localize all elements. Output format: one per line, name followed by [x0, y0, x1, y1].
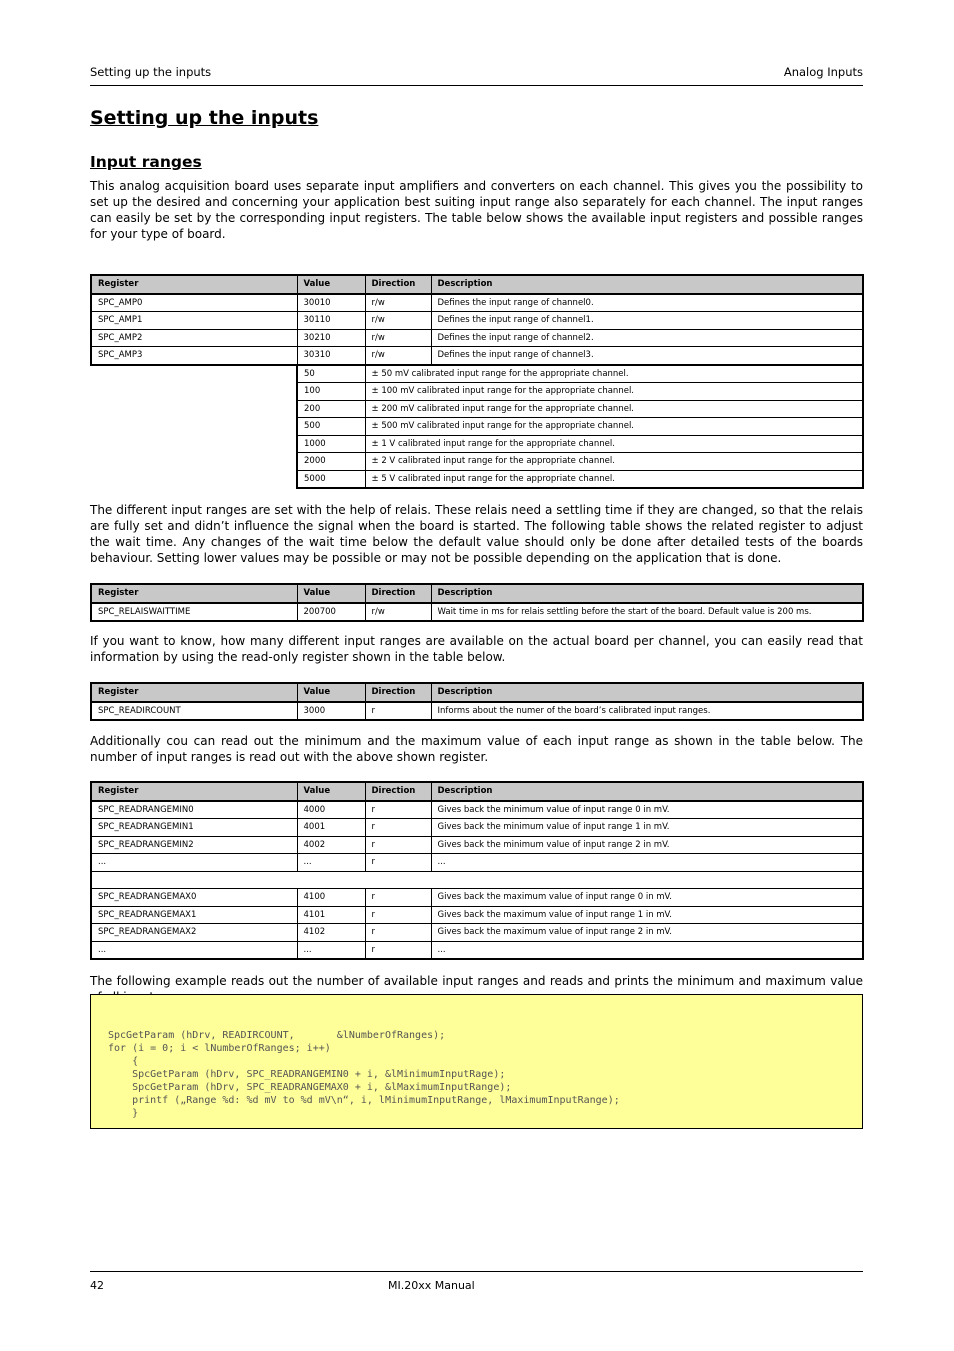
register-cell: ...: [91, 941, 297, 959]
range-row: [91, 400, 863, 418]
example-paragraph: The following example reads out the number of available input ranges and reads and prints the minimum and maximum value: [90, 974, 863, 988]
description-cell: Defines the input range of channel0.: [431, 294, 863, 312]
description-cell: Defines the input range of channel3.: [431, 347, 863, 365]
col-header-value: Value: [297, 584, 365, 603]
code-line: }: [108, 1108, 139, 1119]
table-row: [91, 347, 863, 365]
section-heading: Input ranges: [90, 153, 202, 171]
col-header-register: Register: [91, 275, 297, 294]
input-range-table: [90, 274, 864, 489]
col-header-description: Description: [431, 782, 863, 801]
table-row: [91, 329, 863, 347]
table-header-row: [91, 275, 863, 294]
blank-cell: [91, 383, 297, 401]
range-description-cell: ± 2 V calibrated input range for the appropriate channel.: [365, 453, 863, 471]
blank-cell: [91, 365, 297, 383]
range-description-cell: ± 1 V calibrated input range for the appropriate channel.: [365, 435, 863, 453]
blank-cell: [91, 435, 297, 453]
col-header-value: Value: [297, 782, 365, 801]
table-header-row: [91, 683, 863, 702]
direction-cell: r: [365, 941, 431, 959]
code-block: [108, 1029, 620, 1120]
col-header-register: Register: [91, 782, 297, 801]
value-cell: 4102: [297, 924, 365, 942]
description-cell: Gives back the maximum value of input range 0 in mV.: [431, 889, 863, 907]
direction-cell: r: [365, 836, 431, 854]
range-description-cell: ± 100 mV calibrated input range for the appropriate channel.: [365, 383, 863, 401]
table-row: [91, 294, 863, 312]
register-cell: SPC_RELAISWAITTIME: [91, 603, 297, 622]
value-cell: 200700: [297, 603, 365, 622]
col-header-direction: Direction: [365, 683, 431, 702]
code-line: {: [108, 1056, 139, 1067]
blank-cell: [91, 418, 297, 436]
table-row: [91, 906, 863, 924]
minmax-table: [90, 781, 864, 960]
register-cell: SPC_READRANGEMIN0: [91, 801, 297, 819]
value-cell: 30110: [297, 312, 365, 330]
range-row: [91, 470, 863, 488]
blank-cell: [91, 400, 297, 418]
col-header-value: Value: [297, 275, 365, 294]
register-cell: SPC_AMP3: [91, 347, 297, 365]
code-line: for (i = 0; i < lNumberOfRanges; i++): [108, 1043, 331, 1054]
value-cell: ...: [297, 941, 365, 959]
description-cell: Gives back the maximum value of input range 1 in mV.: [431, 906, 863, 924]
value-cell: 4101: [297, 906, 365, 924]
table-row: [91, 924, 863, 942]
value-cell: 30210: [297, 329, 365, 347]
manual-name: MI.20xx Manual: [388, 1279, 475, 1292]
header-chapter-title: Analog Inputs: [783, 65, 863, 79]
range-description-cell: ± 5 V calibrated input range for the appropriate channel.: [365, 470, 863, 488]
intro-paragraph: This analog acquisition board uses separate input amplifiers and converters on each channel. This gives you the possibility to set up the desired and concerning your application best suiting input range also separately for each channel. The input ranges can easily be set by the corresponding input registers. The table below shows the available input registers and possible ranges for your type of board.: [90, 179, 863, 241]
direction-cell: r/w: [365, 347, 431, 365]
code-line: SpcGetParam (hDrv, SPC_READRANGEMAX0 + i, &lMaximumInputRange);: [108, 1082, 512, 1093]
direction-cell: r: [365, 819, 431, 837]
col-header-register: Register: [91, 683, 297, 702]
col-header-register: Register: [91, 584, 297, 603]
minmax-paragraph: Additionally cou can read out the minimum and the maximum value of each input range as shown in the table below. The number of input ranges is read out with the above shown register.: [90, 734, 863, 764]
description-cell: Gives back the minimum value of input range 1 in mV.: [431, 819, 863, 837]
table-row: [91, 941, 863, 959]
description-cell: ...: [431, 854, 863, 872]
description-cell: Informs about the numer of the board’s calibrated input ranges.: [431, 702, 863, 721]
value-cell: 4001: [297, 819, 365, 837]
table-row: [91, 889, 863, 907]
direction-cell: r: [365, 889, 431, 907]
table-header-row: [91, 584, 863, 603]
col-header-value: Value: [297, 683, 365, 702]
description-cell: Defines the input range of channel2.: [431, 329, 863, 347]
value-cell: 4100: [297, 889, 365, 907]
register-cell: SPC_READRANGEMAX2: [91, 924, 297, 942]
range-description-cell: ± 50 mV calibrated input range for the appropriate channel.: [365, 365, 863, 383]
value-cell: 4002: [297, 836, 365, 854]
range-row: [91, 435, 863, 453]
page-number: 42: [90, 1279, 104, 1292]
range-value-cell: 2000: [297, 453, 365, 471]
table-row: [91, 854, 863, 872]
direction-cell: r: [365, 854, 431, 872]
description-cell: ...: [431, 941, 863, 959]
col-header-description: Description: [431, 584, 863, 603]
blank-cell: [91, 453, 297, 471]
value-cell: 4000: [297, 801, 365, 819]
table-spacer-row: [91, 871, 863, 889]
direction-cell: r: [365, 906, 431, 924]
direction-cell: r/w: [365, 294, 431, 312]
register-cell: SPC_READRANGEMAX1: [91, 906, 297, 924]
range-value-cell: 1000: [297, 435, 365, 453]
range-value-cell: 50: [297, 365, 365, 383]
blank-cell: [91, 470, 297, 488]
value-cell: 3000: [297, 702, 365, 721]
direction-cell: r/w: [365, 603, 431, 622]
description-cell: Wait time in ms for relais settling before the start of the board. Default value is 200 ms.: [431, 603, 863, 622]
description-cell: Gives back the minimum value of input range 0 in mV.: [431, 801, 863, 819]
table-row: [91, 836, 863, 854]
col-header-direction: Direction: [365, 584, 431, 603]
range-row: [91, 365, 863, 383]
col-header-direction: Direction: [365, 275, 431, 294]
header-section-title: Setting up the inputs: [90, 65, 212, 79]
table-row: [91, 312, 863, 330]
table-row: [91, 702, 863, 721]
range-description-cell: ± 200 mV calibrated input range for the appropriate channel.: [365, 400, 863, 418]
code-example: [90, 994, 863, 1129]
range-value-cell: 100: [297, 383, 365, 401]
range-row: [91, 383, 863, 401]
range-value-cell: 500: [297, 418, 365, 436]
col-header-description: Description: [431, 275, 863, 294]
register-cell: SPC_AMP1: [91, 312, 297, 330]
page: [90, 0, 863, 1351]
register-cell: SPC_AMP0: [91, 294, 297, 312]
spacer-cell: [91, 871, 863, 889]
register-cell: SPC_AMP2: [91, 329, 297, 347]
col-header-description: Description: [431, 683, 863, 702]
direction-cell: r: [365, 801, 431, 819]
range-value-cell: 200: [297, 400, 365, 418]
direction-cell: r: [365, 702, 431, 721]
table-header-row: [91, 782, 863, 801]
table-row: [91, 603, 863, 622]
description-cell: Gives back the maximum value of input range 2 in mV.: [431, 924, 863, 942]
register-cell: ...: [91, 854, 297, 872]
value-cell: 30310: [297, 347, 365, 365]
page-header: [90, 63, 863, 86]
register-cell: SPC_READIRCOUNT: [91, 702, 297, 721]
range-description-cell: ± 500 mV calibrated input range for the appropriate channel.: [365, 418, 863, 436]
readcount-paragraph: If you want to know, how many different input ranges are available on the actual board per channel, you can easily read that information by using the read-only register shown in the table below.: [90, 634, 863, 664]
readcount-table: [90, 682, 864, 721]
code-line: SpcGetParam (hDrv, READIRCOUNT, &lNumberOfRanges);: [108, 1030, 446, 1041]
direction-cell: r: [365, 924, 431, 942]
col-header-direction: Direction: [365, 782, 431, 801]
range-row: [91, 418, 863, 436]
table-row: [91, 801, 863, 819]
value-cell: ...: [297, 854, 365, 872]
register-cell: SPC_READRANGEMAX0: [91, 889, 297, 907]
table-row: [91, 819, 863, 837]
page-title: Setting up the inputs: [90, 107, 319, 129]
description-cell: Defines the input range of channel1.: [431, 312, 863, 330]
value-cell: 30010: [297, 294, 365, 312]
register-cell: SPC_READRANGEMIN1: [91, 819, 297, 837]
code-line: SpcGetParam (hDrv, SPC_READRANGEMIN0 + i, &lMinimumInputRage);: [108, 1069, 506, 1080]
description-cell: Gives back the minimum value of input range 2 in mV.: [431, 836, 863, 854]
direction-cell: r/w: [365, 312, 431, 330]
code-line: printf („Range %d: %d mV to %d mV\n“, i, lMinimumInputRange, lMaximumInputRange);: [108, 1095, 620, 1106]
range-value-cell: 5000: [297, 470, 365, 488]
range-row: [91, 453, 863, 471]
register-cell: SPC_READRANGEMIN2: [91, 836, 297, 854]
direction-cell: r/w: [365, 329, 431, 347]
relais-table: [90, 583, 864, 622]
page-footer: [90, 1271, 863, 1292]
relais-paragraph: The different input ranges are set with the help of relais. These relais need a settling time if they are changed, so that the relais are fully set and didn’t influence the signal when the board is started. The following table shows the related register to adjust the wait time. Any changes of the wait time below the default value should only be done after detailed tests of the boards behaviour. Setting lower values may be possible or may not be possible depending on the application that is done.: [90, 503, 863, 565]
